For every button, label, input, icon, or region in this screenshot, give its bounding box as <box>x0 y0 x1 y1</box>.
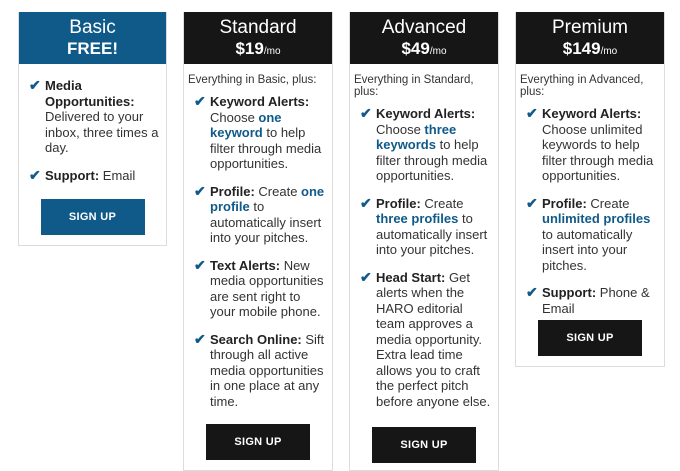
checkmark-icon: ✔ <box>194 93 206 109</box>
feature-title: Keyword Alerts: <box>210 94 310 109</box>
feature-title: Text Alerts: <box>210 257 281 273</box>
plan-price: FREE! <box>67 39 118 59</box>
plan-premium <box>515 12 665 367</box>
plan-header <box>516 12 664 64</box>
sign-up-button[interactable]: SIGN UP <box>538 320 642 356</box>
feature-text: Create <box>586 195 630 211</box>
sign-up-button[interactable]: SIGN UP <box>206 424 310 460</box>
feature-title: Support: <box>542 285 597 300</box>
plan-header <box>19 12 166 64</box>
feature-list <box>184 94 332 409</box>
feature-item <box>360 196 492 258</box>
feature-text: Choose <box>210 109 259 125</box>
feature-title: Profile: <box>376 195 421 211</box>
checkmark-icon: ✔ <box>360 105 372 121</box>
checkmark-icon: ✔ <box>194 330 206 347</box>
feature-list <box>350 106 498 409</box>
plan-name: Advanced <box>381 17 467 39</box>
plan-price: $19/mo <box>235 39 281 59</box>
plan-price: $149/mo <box>562 39 618 59</box>
plan-name: Premium <box>551 17 628 39</box>
feature-text: Choose unlimited keywords to help filter through media opportunities. <box>542 121 654 183</box>
feature-text: to help filter through media opportunities. <box>210 125 322 171</box>
feature-title: Profile: <box>210 183 255 199</box>
feature-item <box>526 196 658 274</box>
feature-text: Create <box>420 195 464 211</box>
feature-item <box>194 258 326 320</box>
feature-highlight: three profiles <box>376 211 459 226</box>
feature-text: Delivered to your inbox, three times a day. <box>45 109 159 155</box>
feature-highlight: one profile <box>210 183 325 214</box>
checkmark-icon: ✔ <box>360 194 372 211</box>
feature-text: Create <box>254 183 302 199</box>
feature-text: to help filter through media opportunities. <box>376 137 488 183</box>
feature-text: Email <box>99 167 136 183</box>
plan-basic <box>18 12 167 246</box>
plan-intro: Everything in Standard, plus: <box>354 74 474 98</box>
plan-header <box>184 12 332 64</box>
feature-title: Head Start: <box>376 269 446 285</box>
feature-item <box>360 270 492 410</box>
feature-highlight: one keyword <box>210 109 282 140</box>
feature-text: Sift through all active media opportunities in one place at any time. <box>210 331 325 409</box>
plan-standard <box>183 12 333 471</box>
plan-name: Basic <box>69 17 116 39</box>
feature-item <box>526 285 658 316</box>
feature-item <box>29 78 160 156</box>
feature-title: Keyword Alerts: <box>376 106 476 121</box>
checkmark-icon: ✔ <box>526 194 538 211</box>
feature-item <box>29 168 160 184</box>
feature-highlight: unlimited profiles <box>542 211 651 226</box>
plan-advanced <box>349 12 499 471</box>
sign-up-button[interactable]: SIGN UP <box>41 199 145 235</box>
feature-highlight: three keywords <box>376 121 457 152</box>
plan-price: $49/mo <box>401 39 447 59</box>
feature-title: Support: <box>45 167 100 183</box>
checkmark-icon: ✔ <box>29 77 41 93</box>
plan-name: Standard <box>219 17 297 39</box>
feature-text: to automatically insert into your pitches. <box>542 226 633 273</box>
feature-item <box>194 94 326 172</box>
feature-item <box>526 106 658 184</box>
checkmark-icon: ✔ <box>194 256 206 273</box>
checkmark-icon: ✔ <box>29 166 41 183</box>
checkmark-icon: ✔ <box>194 182 206 199</box>
feature-text: to automatically insert into your pitches. <box>376 211 488 257</box>
feature-item <box>194 332 326 410</box>
feature-title: Search Online: <box>210 331 302 347</box>
feature-title: Keyword Alerts: <box>542 106 642 121</box>
feature-text: Choose <box>376 121 425 137</box>
feature-text: to automatically insert into your pitches. <box>210 199 322 245</box>
feature-item <box>360 106 492 184</box>
feature-title: Profile: <box>542 195 587 211</box>
sign-up-button[interactable]: SIGN UP <box>372 427 476 463</box>
checkmark-icon: ✔ <box>360 268 372 285</box>
feature-item <box>194 184 326 246</box>
feature-list <box>19 78 166 183</box>
feature-text: New media opportunities are sent right to your mobile phone. <box>210 257 324 319</box>
checkmark-icon: ✔ <box>526 284 538 300</box>
feature-text: Phone & Email <box>542 285 650 316</box>
plan-intro: Everything in Basic, plus: <box>188 74 317 86</box>
plan-intro: Everything in Advanced, plus: <box>520 74 644 98</box>
feature-list <box>516 106 664 316</box>
feature-text: Get alerts when the HARO editorial team approves a media opportunity. Extra lead time allows you to craft the perfect pitch before anyone else. <box>376 269 491 409</box>
checkmark-icon: ✔ <box>526 105 538 121</box>
feature-title: Media Opportunities: <box>45 78 135 109</box>
plan-header <box>350 12 498 64</box>
